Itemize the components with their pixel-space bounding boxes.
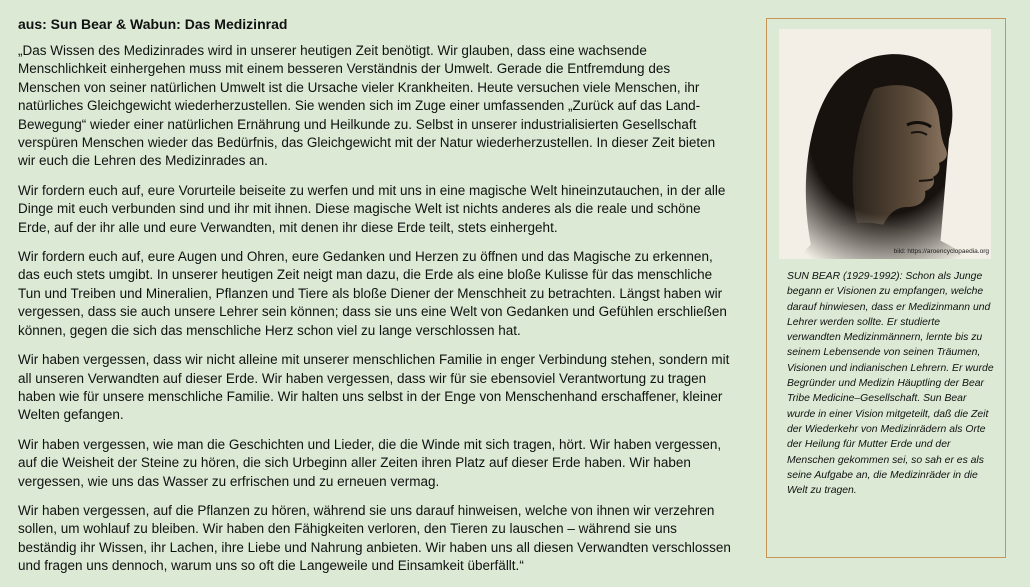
paragraph-1: „Das Wissen des Medizinrades wird in unserer heutigen Zeit benötigt. Wir glauben, dass eine wachsende Menschlichkeit einhergehen muss mit einem besseren Verständnis der Umwelt. Gerade die Entfremdung des Menschen von seiner natürlichen Umwelt ist die Ursache vieler Krankheiten. Heute versuchen viele Menschen, ihr natürliches Gleichgewicht wiederherzustellen. Sie wenden sich im Zuge einer umfassenden „Zurück auf das Land-Bewegung“ wieder einer natürlichen Ernährung und Heilkunde zu. Selbst in unserer industrialisierten Gesellschaft verspüren Menschen wieder das Bedürfnis, das Gleichgewicht mit der Natur wiederherzustellen. In dieser Zeit bieten wir euch die Lehren des Medizinrades an. xyxy=(18,43,716,169)
paragraph-6: Wir haben vergessen, auf die Pflanzen zu hören, während sie uns darauf hinweisen, welche von ihnen wir verzehren sollen, um wohlauf zu bleiben. Wir haben den Fähigkeiten verloren, den Tieren zu lauschen – während sie uns beständig ihr Wissen, ihr Lachen, ihre Liebe und Nahrung anbieten. Wir haben uns all diesen Verwandten verschlossen und fragen uns dennoch, warum uns so oft die Langeweile und Einsamkeit überfällt.“ xyxy=(18,502,731,574)
portrait-photo xyxy=(779,29,991,259)
paragraph-4: Wir haben vergessen, dass wir nicht alleine mit unserer menschlichen Familie in enger Verbindung stehen, sondern mit all unseren Verwandten auf dieser Erde. Wir haben vergessen, dass wir für sie ebensoviel Verantwortung zu tragen haben wie für unsere menschliche Familie. Wir halten uns selbst in der Enge von Menschenhand erschaffener, kleiner Welten gefangen. xyxy=(18,352,730,423)
biography-text: SUN BEAR (1929-1992): Schon als Junge begann er Visionen zu empfangen, welche darauf hinwiesen, dass er Medizinmann und Lehrer werden sollte. Er studierte verwandten Medizinmännern, lernte bis zu seinem Lebensende von seinen Träumen, Visionen und indianischen Lehrern. Er wurde Begründer und Medizin Häuptling der Bear Tribe Medicine–Gesellschaft. Sun Bear wurde in einer Vision mitgeteilt, daß die Zeit der Wiederkehr von Medizinrädern als Orte der Heilung für Mutter Erde und der Menschen gekommen sei, so sah er es als seine Aufgabe an, die Medizinräder in die Welt zu tragen. xyxy=(787,271,994,497)
paragraph-2: Wir fordern euch auf, eure Vorurteile beiseite zu werfen und mit uns in eine magische Welt hineinzutauchen, in der alle Dinge mit euch verbunden sind und ihr mit ihnen. Diese magische Welt ist nichts anderes als die reale und schöne Erde, auf der ihr alle und eure Verwandten, mit denen ihr diese Erde teilt, stets einhergeht. xyxy=(18,182,726,235)
paragraph-5: Wir haben vergessen, wie man die Geschichten und Lieder, die die Winde mit sich tragen, hört. Wir haben vergessen, auf die Weisheit der Steine zu hören, die sich Urbeginn aller Zeiten ihren Platz auf dieser Erde haben. Wir haben vergessen, wie uns das Wasser zu erfrischen und zu erneuen vermag. xyxy=(18,436,722,489)
main-text-column xyxy=(18,16,733,587)
portrait-image xyxy=(779,29,991,259)
paragraph-3: Wir fordern euch auf, eure Augen und Ohren, eure Gedanken und Herzen zu öffnen und das Magische zu erkennen, das euch stets umgibt. In unserer heutigen Zeit neigt man dazu, die Erde als eine bloße Kulisse für das menschliche Tun und Treiben und Mineralien, Pflanzen und Tiere als bloße Diener der Menschheit zu betrachten. Längst haben wir vergessen, dass sie auch unsere Lehrer sein können; dass sie uns eine Welt von Gedanken und Gefühlen erschließen können, gegen die sich das menschliche Herz schon viel zu lange verschlossen hat. xyxy=(18,249,727,338)
portrait-sidebar xyxy=(766,18,1006,558)
image-credit: bild: https://aroencyclopaedia.org xyxy=(893,248,989,255)
document-title: aus: Sun Bear & Wabun: Das Medizinrad xyxy=(18,16,288,32)
